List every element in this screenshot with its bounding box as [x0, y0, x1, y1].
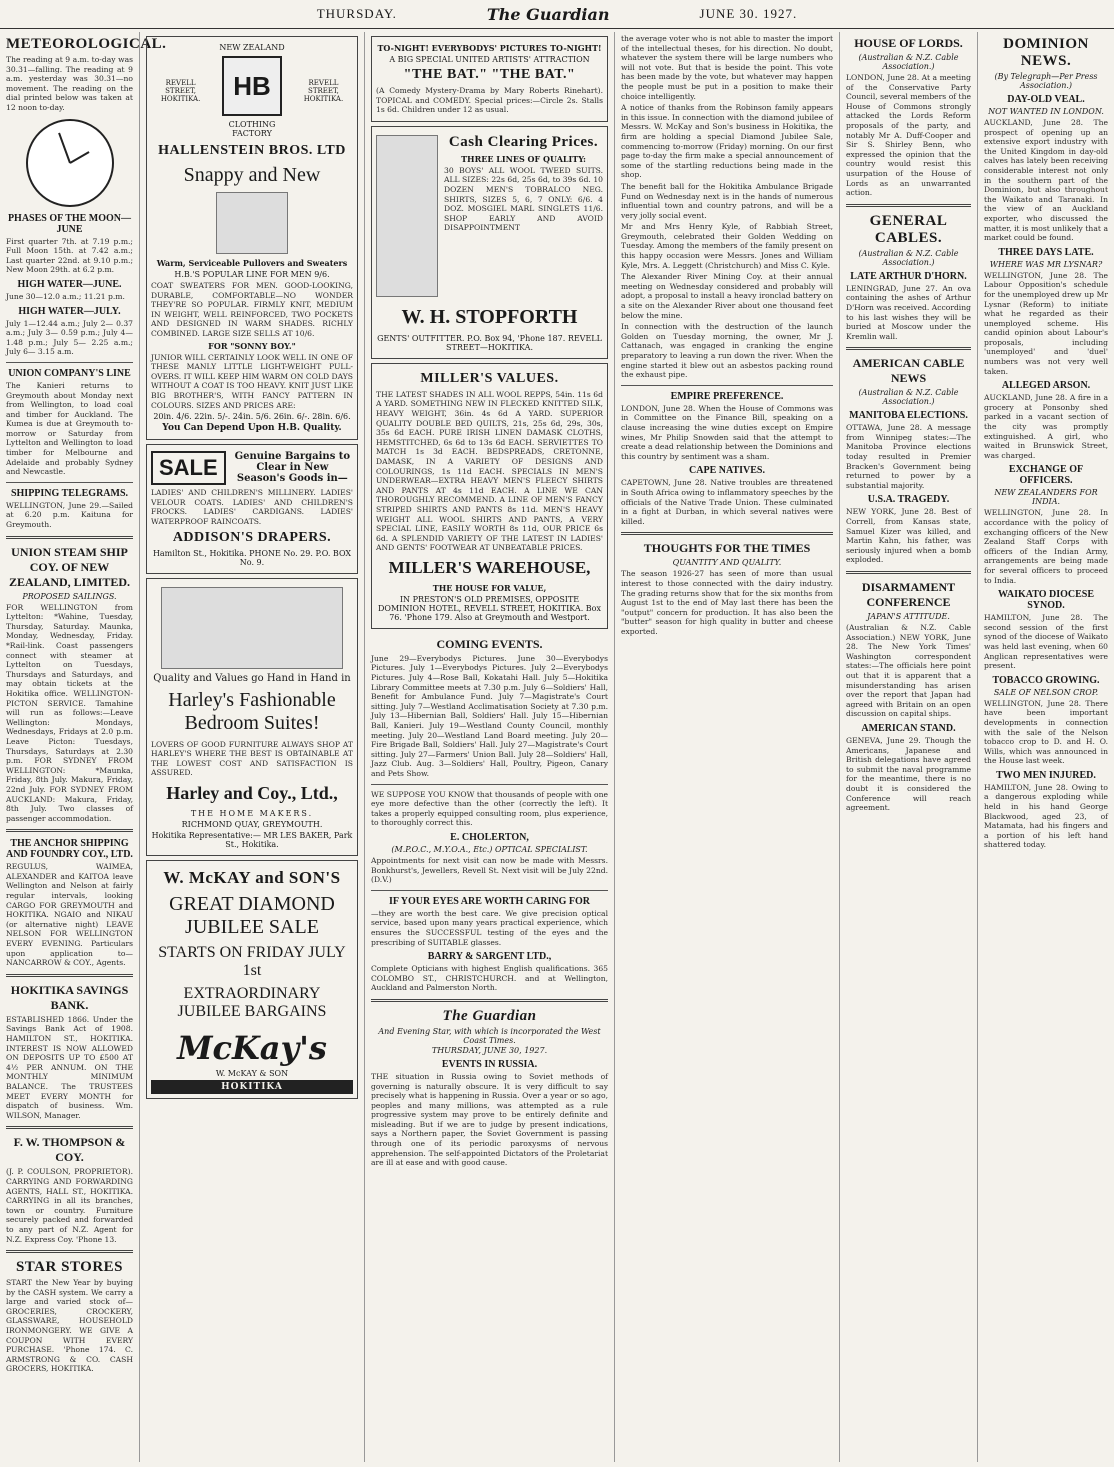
cash-clearing-title: Cash Clearing Prices.: [448, 133, 599, 150]
sonny-heading: FOR "SONNY BOY.": [208, 340, 296, 351]
exchange-sub: NEW ZEALANDERS FOR INDIA.: [994, 488, 1098, 507]
dominion-heading: DOMINION NEWS.: [1003, 36, 1089, 69]
acn-sub: (Australian & N.Z. Cable Association.): [858, 388, 959, 407]
cape-text: CAPETOWN, June 28. Native troubles are threatened in South Africa owing to inflammatory speeches by the officials of the Native Trade Union. These culminated in a fight at Durban, in which several natives were killed.: [621, 478, 833, 526]
article-ambulance-ball: The benefit ball for the Hokitika Ambulance Brigade Fund on Wednesday next is in the hands of numerous influential town and country patrons, and will be a very jolly social event.: [621, 181, 833, 220]
hb-price-line: H.B.'S POPULAR LINE FOR MEN 9/6.: [174, 270, 330, 279]
bat-intro: A BIG SPECIAL UNITED ARTISTS' ATTRACTION: [389, 55, 590, 64]
stopforth-ad: [371, 126, 608, 359]
union-steam-text: FOR WELLINGTON from Lyttelton: *Wahine, Tuesday, Thursday, Saturday. Maunka, Monday, Wednesday, Friday. *Rail-link. Coast passengers connect with steamer at Lyttelton on Tuesdays, Thursdays and Saturdays, and may obtain tickets at the Hokitika office. WELLINGTON-PICTON SERVICE. Tamahine will run as follows:—Leave Wellington: Mondays, Wednesdays, Fridays at 2.0 p.m. Leave Picton: Tuesdays, Thursdays, Saturdays at 2.30 p.m. FOR SYDNEY FROM WELLINGTON: *Maunka, Friday, 8th July. Makura, Friday, 22nd July. FOR SYDNEY FROM AUCKLAND: Makura, Friday, 8th July. Two classes of passenger accommodation.: [6, 602, 133, 823]
two-men-heading: TWO MEN INJURED.: [996, 769, 1096, 781]
eyes-text: —they are worth the best care. We give precision optical service, based upon many years practical experience, which ensures the SUCCESSFUL testing of the eyes and the prescribing of SUITABLE glasses.: [371, 908, 608, 947]
cape-heading: CAPE NATIVES.: [689, 465, 765, 477]
boy-figure-illustration-icon: [376, 135, 438, 297]
thoughts-text: The season 1926-27 has seen of more than usual interest to those connected with the dairy industry. The grading returns show that for the six months from August 1st to the end of May last there has been the "output" concern for production. It has also been the "butter" season for high quality in butter and cheese exported.: [621, 569, 833, 636]
tobacco-text: WELLINGTON, June 28. There have been important developments in connection with the sale of the Nelson tobacco crop to D. and H. O. Wills, which was announced in the House last week.: [984, 698, 1108, 766]
article-mckay-jubilee: A notice of thanks from the Robinson family appears in this issue. In connection with the diamond jubilee of Messrs. W. McKay and Son's business in Hokitika, the firm are holding a special Diamond Jubilee Sale, commencing to-morrow (Friday) morning. On our first page to-day the firm make a special announcement of some of the startling reductions being made in the shop.: [621, 103, 833, 180]
cash-text: 30 BOYS' ALL WOOL TWEED SUITS. ALL SIZES: 22s 6d, 25s 6d, to 39s 6d. 10 DOZEN MEN'S TOBRALCO NEG. SHIRTS, SIZES 5, 6, 7 ONLY: 6/6. 4 DOZ. MOSGIEL MARL SINGLETS 11/6. SHOP EARLY AND AVOID DISAPPOINTMENT: [444, 165, 603, 233]
sweater-illustration-icon: [216, 192, 288, 254]
barometer-dial-icon: [26, 119, 114, 207]
russia-heading: EVENTS IN RUSSIA.: [441, 1058, 538, 1070]
star-stores-heading: STAR STORES: [15, 1259, 124, 1276]
disarm-sub: JAPAN'S ATTITUDE.: [867, 612, 950, 621]
alleged-arson-heading: ALLEGED ARSON.: [1001, 380, 1091, 392]
coming-events-text: June 29—Everybodys Pictures. June 30—Everybodys Pictures. July 1—Everybodys Pictures. July 2—Everybodys Pictures. July 4—Rose Ball, Kokatahi Hall. July 5—Hokitika Library Committee meets at 7.30 p.m. July 6—Soldiers' Hall, Benefit for Ambulance Fund. July 7—Magistrate's Court sitting. July 7—Westland Acclimatisation Society at 7.30 p.m. July 13—Hibernian Ball, Soldiers' Hall. July 15—Hibernian Ball, Kanieri. July 19—Westland County Council, monthly meeting. July 20—Westland Land Board meeting. July 20—Fire Brigade Ball, Soldiers' Hall. July 27—Magistrate's Court sitting. July 27—Farmers' Union Ball. July 28—Soldiers' Hall, Jazz Club. Aug. 3—Soldiers' Hall, Poultry, Pigeon, Canary and Pets Show.: [371, 653, 608, 778]
harley-home-makers: THE HOME MAKERS.: [190, 808, 314, 818]
hb-logo: HB: [222, 56, 282, 116]
acn-head: MANITOBA ELECTIONS.: [849, 410, 968, 422]
sale-items: LADIES' AND CHILDREN'S MILLINERY. LADIES' VELOUR COATS. LADIES' AND CHILDREN'S FROCKS. LADIES' CARDIGANS. LADIES' WATERPROOF RAINCOATS.: [151, 488, 353, 526]
hb-tagline: You Can Depend Upon H.B. Quality.: [162, 423, 342, 434]
harley-quality: Quality and Values go Hand in Hand in: [153, 672, 351, 684]
mckay-town-banner: HOKITIKA: [151, 1080, 353, 1094]
moon-text: First quarter 7th. at 7.19 p.m.; Full Moon 15th. at 7.42 a.m.; Last quarter 22nd. at 9.10 p.m.; New Moon 29th. at 6.2 p.m.: [6, 236, 133, 275]
addison-name: ADDISON'S DRAPERS.: [172, 529, 332, 545]
mckay-sub: W. McKAY & SON: [215, 1068, 289, 1078]
hb-revell-left: REVELL STREET,: [165, 78, 196, 95]
thompson-heading: F. W. THOMPSON & COY.: [13, 1135, 126, 1165]
american-stand-text: GENEVA, June 29. Though the Americans, Japanese and British delegations have agreed to submit the naval programme for the meantime, there is no doubt it is considered the Conference will reach agreement.: [846, 735, 971, 813]
harley-address: RICHMOND QUAY, GREYMOUTH.: [181, 819, 323, 829]
disarm-heading: DISARMAMENT CONFERENCE: [861, 580, 956, 609]
bat-title: "THE BAT." "THE BAT.": [403, 67, 576, 82]
union-steam-sub: PROPOSED SAILINGS.: [22, 591, 117, 601]
moon-heading: PHASES OF THE MOON—JUNE: [7, 212, 132, 235]
harley-headline: Harley's Fashionable Bedroom Suites!: [168, 688, 336, 734]
coming-events-heading: COMING EVENTS.: [436, 636, 543, 651]
hb-hokitika-right: HOKITIKA.: [303, 94, 344, 103]
high-water-heading: HIGH WATER—JUNE.: [17, 278, 122, 290]
bat-text: (A Comedy Mystery-Drama by Mary Roberts Rinehart). TOPICAL and COMEDY. Special prices:—Circle 2s. Stalls 1s 6d. Children under 12 as usual.: [376, 86, 603, 115]
article-alexander-mining: The Alexander River Mining Coy. at their annual meeting on Wednesday considered and probably will adopt, a proposal to install a heavy ironclad battery on a site on the Alexander River about one thousand feet below the mine.: [621, 272, 833, 320]
sonny-prices: 20in. 4/6. 22in. 5/-. 24in. 5/6. 26in. 6/-. 28in. 6/6.: [153, 412, 351, 422]
hallenstein-ad: [146, 36, 358, 440]
article-launch-fire: In connection with the destruction of the launch Golden on Tuesday morning, the owner, Mr J. Cattanach, was engaged in cranking the engine preparatory to leaving a run down the river. When the engine started it blew out an asbestos packing round the exhaust pipe.: [621, 322, 833, 380]
column-4: [615, 32, 840, 1462]
miller-warehouse: MILLER'S WAREHOUSE,: [388, 557, 591, 577]
high-water-july-heading: HIGH WATER—JULY.: [18, 305, 121, 317]
mckay-title: W. McKAY and SON'S: [163, 867, 341, 887]
acn-text: OTTAWA, June 28. A message from Winnipeg states:—The Manitoba Province elections today resulted in Premier Bracken's Government being returned to power by a substantial majority.: [846, 423, 971, 490]
not-wanted-sub: NOT WANTED IN LONDON.: [988, 107, 1104, 116]
veal-text: AUCKLAND, June 28. The prospect of opening up an extensive export industry with the United Kingdom in day-old calves has lately been receiving considerable interest not only in the southern part of the Dominion, but also throughout the Waikato and Taranaki. In the view of an Auckland exporter, who discussed the matter, it is most unlikely that a market could be found.: [984, 118, 1108, 243]
two-men-text: HAMILTON, June 28. Owing to a dangerous exploding while held in his hand George Blackwood, aged 23, of Matamata, had his fingers and a portion of his left hand shattered today.: [984, 782, 1108, 850]
barry-name: BARRY & SARGENT LTD.,: [427, 951, 552, 963]
article-voter: the average voter who is not able to master the import of the intellectual theses, for his direction. No doubt, whatever the system there will be large numbers who will not vote. But that is beside the point. This vote has been made by the vote, but whatever may happen the people must be put in a position to make their choice intelligently.: [621, 34, 833, 101]
article-golden-wedding: Mr and Mrs Henry Kyle, of Rabbiah Street, Greymouth, celebrated their Golden Wedding on Tuesday. Among the members of the family present on this happy occasion were Messrs. Jones and William Kyle, Mrs. A. Leggett (Christchurch) and Miss C. Kyle.: [621, 222, 833, 270]
union-steam-heading: UNION STEAM SHIP COY. OF NEW ZEALAND, LIMITED.: [8, 544, 131, 589]
dominion-sub: (By Telegraph—Per Press Association.): [994, 72, 1098, 90]
miller-address: IN PRESTON'S OLD PREMISES, OPPOSITE DOMINION HOTEL, REVELL STREET, HOKITIKA. Box 76. 'Phone 179. Also at Greymouth and Westport.: [378, 594, 601, 622]
miller-ad: [371, 363, 608, 629]
disarm-text: (Australian & N.Z. Cable Association.) NEW YORK, June 28. The New York Times' Washington correspondent states:—The officials here point out that it is apparent that a misunderstanding has arisen over the report that Japan had agreed with Britain on an open discussion on capital ships.: [846, 623, 971, 719]
guardian-sub: And Evening Star, with which is incorporated the West Coast Times.: [378, 1026, 601, 1045]
thoughts-heading: THOUGHTS FOR THE TIMES: [643, 541, 811, 556]
cables-heading: GENERAL CABLES.: [869, 212, 948, 246]
savings-bank-text: ESTABLISHED 1866. Under the Savings Bank Act of 1908. HAMILTON ST., HOKITIKA. INTEREST IS NOW ALLOWED ON DEPOSITS UP TO £500 AT 4½ PER ANNUM. ON THE MONTHLY MINIMUM BALANCE. The TRUSTEES MEET EVERY MONTH for dispatch of business. Wm. WILSON, Manager.: [6, 1014, 133, 1120]
harley-representative: Hokitika Representative:— MR LES BAKER, Park St., Hokitika.: [151, 830, 353, 849]
alleged-arson-text: AUCKLAND, June 28. A fire in a grocery at Ponsonby shed parked in a vacant section of the city was promptly extinguished. A girl, who waited in Brunswick Street, was charged.: [984, 393, 1108, 460]
mckay-great-sale: GREAT DIAMOND JUBILEE SALE: [169, 892, 335, 938]
anchor-heading: THE ANCHOR SHIPPING AND FOUNDRY COY., LTD.: [6, 838, 133, 861]
mckay-starts: STARTS ON FRIDAY JULY 1st: [158, 943, 346, 979]
addison-ad: [146, 444, 358, 573]
column-6: [978, 32, 1114, 1462]
cables-head: LATE ARTHUR D'HORN.: [850, 270, 967, 282]
optician-text: WE SUPPOSE YOU KNOW that thousands of people with one eye more defective than the other (correctly the left). It takes a properly equipped consulting room, plus experience, to thoroughly correct this.: [371, 789, 608, 828]
meteorological-text: The reading at 9 a.m. to-day was 30.31—falling. The reading at 9 a.m. yesterday was 30.31—no movement. The reading on the dial printed below was taken at 12 noon to-day.: [6, 55, 133, 112]
miller-title: MILLER'S VALUES.: [420, 370, 559, 386]
mckay-logo: McKay's: [177, 1028, 327, 1067]
lords-text: LONDON, June 28. At a meeting of the Conservative Party Council, several members of the House of Commons strongly attacked the Lords Reform proposals of the party, and notably Mr A. Duff-Cooper and Sir S. Shirley Benn, who expressed the opinion that the country would resist this usurpation of the House of Lords as an unwarranted action.: [846, 73, 971, 198]
masthead-date: JUNE 30. 1927.: [699, 6, 798, 21]
masthead-day: THURSDAY.: [316, 6, 397, 21]
miller-house-value: THE HOUSE FOR VALUE,: [432, 582, 547, 593]
column-2: [140, 32, 365, 1462]
hb-nz-label: NEW ZEALAND: [219, 43, 285, 52]
tobacco-sub: SALE OF NELSON CROP.: [993, 687, 1099, 697]
anchor-text: REGULUS, WAIMEA, ALEXANDER and KAITOA leave Wellington and Nelson at fairly regular intervals, looking CARGO FOR GREYMOUTH and HOKITIKA. NGAIO and NIKAU (or alternative night) LEAVE NELSON FOR WELLINGTON EVERY EVENING. Particulars upon application to— NANCARROW & COY., Agents.: [6, 862, 133, 968]
stopforth-address: GENTS' OUTFITTER. P.O. Box 94, 'Phone 187. REVELL STREET—HOKITIKA.: [377, 333, 602, 352]
guardian-heading: The Guardian: [442, 1007, 537, 1024]
empire-heading: EMPIRE PREFERENCE.: [670, 390, 784, 402]
choleton-name: E. CHOLERTON,: [450, 831, 529, 843]
three-days-heading: THREE DAYS LATE.: [998, 246, 1094, 258]
sale-text: Genuine Bargains to Clear in New Season's Goods in—: [234, 451, 351, 485]
lords-heading: HOUSE OF LORDS.: [854, 36, 963, 50]
cables-text: LENINGRAD, June 27. An ova containing the ashes of Arthur D'Horn was received. According to his last wishes they will be buried at Moscow under the Kremlin wall.: [846, 283, 971, 341]
acn-heading: AMERICAN CABLE NEWS: [852, 356, 965, 386]
guardian-date: THURSDAY, JUNE 30, 1927.: [431, 1045, 548, 1055]
russia-text: THE situation in Russia owing to Soviet methods of governing is naturally obscure. It is very difficult to say precisely what is happening in Russia. Over a year or so ago, peoples and many millions, was attempted as a rule progressive system may prove to be entirely definite and misleading. But if we are to judge by present indications, says a Northern paper, the Soviet Government is passing through one of its periodic paroxysms of nervous apprehension. The self-appointed Dictators of the Proletariat are ill at ease and with good cause.: [371, 1071, 608, 1168]
hb-text: COAT SWEATERS FOR MEN. GOOD-LOOKING, DURABLE, COMFORTABLE—NO WONDER THEY'RE SO POPULAR. FIRMLY KNIT, MEDIUM IN WEIGHT, WELL REINFORCED, TWO POCKETS AND DESIGNED IN WARM SHADES. RICHLY COMBINED. LARGE SIZE SELLS AT 10/6.: [151, 281, 353, 338]
column-5: [840, 32, 978, 1462]
high-water-text: June 30—12.0 a.m.; 11.21 p.m.: [6, 291, 125, 301]
lords-sub: (Australian & N.Z. Cable Association.): [858, 53, 959, 71]
tobacco-heading: TOBACCO GROWING.: [992, 674, 1100, 686]
high-water-july-text: July 1—12.44 a.m.; July 2— 0.37 a.m.; July 3— 0.59 p.m.; July 4— 1.48 p.m.; July 5— 2.25 a.m.; July 6— 3.15 a.m.: [6, 318, 133, 357]
usa-text: NEW YORK, June 28. Best of Correll, from Kansas state, Samuel Kizer was killed, and Martin Kahn, his father, was seriously injured when a bomb exploded.: [846, 507, 971, 565]
meteorological-heading: METEOROLOGICAL.: [6, 36, 167, 52]
miller-text: THE LATEST SHADES IN ALL WOOL REPPS, 54in. 11s 6d A YARD. SOMETHING NEW IN FLECKED KNITTED SILK, HEAVY WEIGHT, 36in. 4s 6d A YARD. SUPERIOR QUALITY DOUBLE BED QUILTS, 21s, 25s 6d, 29s, 30s, 35s 6d EACH. PURE IRISH LINEN DAMASK CLOTHS, HEMSTITCHED, 6s 6d to 13s 6d EACH. SERVIETTES TO MATCH 1s 3d EACH. BEDSPREADS, CRETONNE, DAMASK, IN A VARIETY OF DESIGNS AND COLOURINGS, 1s 11d EACH. SPECIALS IN MEN'S UNDERWEAR—EXTRA HEAVY MEN'S FLEECY SHIRTS AND PANTS AT 4s 11d EACH. A LINE WE CAN THOROUGHLY RECOMMEND. A LINE OF MEN'S FANCY STRIPED SHIRTS AND PANTS 8s 11d. MEN'S HEAVY WEIGHT ALL WOOL SHIRTS AND PANTS, A VERY SPECIAL LINE, EASILY WORTH 8s 11d, OUR PRICE 6s 6d. A SPLENDID VARIETY OF THE LATEST IN LADIES' AND GENTS' FOOTWEAR AT UNBEATABLE PRICES.: [376, 389, 603, 553]
lysnar-sub: WHERE WAS MR LYSNAR?: [989, 259, 1103, 269]
pictures-ad: [371, 36, 608, 122]
addison-address: Hamilton St., Hokitika. PHONE No. 29. P.O. BOX No. 9.: [152, 548, 352, 567]
harley-name: Harley and Coy., Ltd.,: [166, 782, 338, 803]
union-company-text: The Kanieri returns to Greymouth about Monday next from Wellington, to load coal and timber for Auckland. The Kumea is due at Greymouth to-morrow or Saturday from Lyttelton and Wellington to load timber for Melbourne and Adelaide and probably Sydney and Newcastle.: [6, 380, 133, 477]
choleton-text: Appointments for next visit can now be made with Messrs. Bonkhurst's, Jewellers, Revell St. Next visit will be July 22nd. (D.V.): [371, 855, 608, 885]
union-company-heading: UNION COMPANY'S LINE: [8, 367, 131, 379]
thompson-text: (J. P. COULSON, PROPRIETOR). CARRYING AND FORWARDING AGENTS, HALL ST., HOKITIKA. CARRYING in all its branches, town or country. Furniture securely packed and forwarded to any part of N.Z. Agent for N.Z. Express Coy. 'Phone 13.: [6, 1167, 133, 1244]
harley-text: LOVERS OF GOOD FURNITURE ALWAYS SHOP AT HARLEY'S WHERE THE BEST IS OBTAINABLE AT THE LOWEST COST AND SATISFACTION IS ASSURED.: [151, 739, 353, 778]
day-old-veal-heading: DAY-OLD VEAL.: [1007, 94, 1085, 105]
hb-sub: Warm, Serviceable Pullovers and Sweaters: [156, 258, 348, 268]
barry-text: Complete Opticians with highest English qualifications. 365 COLOMBO ST., CHRISTCHURCH. and at Wellington, Auckland and Palmerston North.: [371, 964, 608, 993]
masthead: [0, 0, 1114, 29]
choleton-sub: (M.P.O.C., M.Y.O.A., Etc.) OPTICAL SPECIALIST.: [391, 844, 588, 854]
waikato-heading: WAIKATO DIOCESE SYNOD.: [997, 589, 1095, 612]
thoughts-sub: QUANTITY AND QUALITY.: [672, 558, 782, 568]
sonny-text: JUNIOR WILL CERTAINLY LOOK WELL IN ONE OF THESE MANLY LITTLE LIGHT-WEIGHT PULL-OVERS. IT WILL KEEP HIM WARM ON COLD DAYS WITHOUT A COAT IS TOO HEAVY. KNIT JUST LIKE BIG BROTHER'S, WITH FANCY PATTERN IN COLOURS. SIZES AND PRICES ARE:: [151, 352, 353, 410]
bedroom-suite-illustration-icon: [161, 587, 343, 669]
mckay-ad: [146, 860, 358, 1099]
column-1: [0, 32, 167, 1462]
tonight-banner: TO-NIGHT! EVERYBODYS' PICTURES TO-NIGHT!: [377, 43, 602, 53]
mckay-extraordinary: EXTRAORDINARY JUBILEE BARGAINS: [177, 984, 327, 1020]
cables-sub: (Australian & N.Z. Cable Association.): [858, 248, 959, 267]
waikato-text: HAMILTON, June 28. The second session of the first synod of the diocese of Waikato was held last evening, when 60 Anglican representatives were present.: [984, 613, 1108, 671]
exchange-text: WELLINGTON, June 28. In accordance with the policy of exchanging officers of the New Zealand Staff Corps with officers of the Indian Army, arrangements are being made for several officers to proceed to India.: [984, 508, 1108, 585]
stopforth-name: W. H. STOPFORTH: [401, 305, 578, 328]
masthead-title: The Guardian: [486, 4, 610, 24]
savings-bank-heading: HOKITIKA SAVINGS BANK.: [10, 982, 129, 1012]
hb-clothing-label: CLOTHING FACTORY: [228, 120, 276, 138]
shipping-heading: SHIPPING TELEGRAMS.: [10, 487, 129, 499]
usa-heading: U.S.A. TRAGEDY.: [867, 494, 950, 506]
three-lines: THREE LINES OF QUALITY:: [461, 153, 586, 164]
column-3: [365, 32, 615, 1462]
star-stores-text: START the New Year by buying by the CASH system. We carry a large and varied stock of— GROCERIES, CROCKERY, GLASSWARE, HOUSEHOLD IRONMONGERY. WE GIVE A COUPON WITH EVERY PURCHASE. 'Phone 174. C. ARMSTRONG & CO. CASH GROCERS, HOKITIKA.: [6, 1278, 133, 1374]
hb-title: HALLENSTEIN BROS. LTD: [158, 143, 346, 158]
american-stand-heading: AMERICAN STAND.: [861, 722, 956, 734]
hb-headline: Snappy and New: [183, 164, 321, 186]
shipping-text: WELLINGTON, June 29.—Sailed at 6.20 p.m. Kaituna for Greymouth.: [6, 500, 133, 530]
lysnar-text: WELLINGTON, June 28. The Labour Opposition's schedule for the unemployed drew up Mr Lysnar (Reform) to initiate what he regarded as their unemployed scheme. His candid opinion about Labour's proposals, including 'unemployed' and 'duel' numbers was not very well taken.: [984, 270, 1108, 376]
sale-word: SALE: [151, 451, 226, 485]
hb-hokitika-left: HOKITIKA.: [160, 94, 201, 103]
exchange-heading: EXCHANGE OF OFFICERS.: [1008, 464, 1084, 487]
harley-ad: [146, 578, 358, 856]
empire-text: LONDON, June 28. When the House of Commons was in Committee on the Finance Bill, speaking on a clause increasing the wine duties except on Empire wines, Mr Philip Snowden said that the attempt to create a dead relationship between the Dominions and this country by sentiment was a sham.: [621, 403, 833, 461]
hb-revell-right: REVELL STREET,: [308, 78, 339, 95]
eyes-heading: IF YOUR EYES ARE WORTH CARING FOR: [389, 895, 590, 907]
